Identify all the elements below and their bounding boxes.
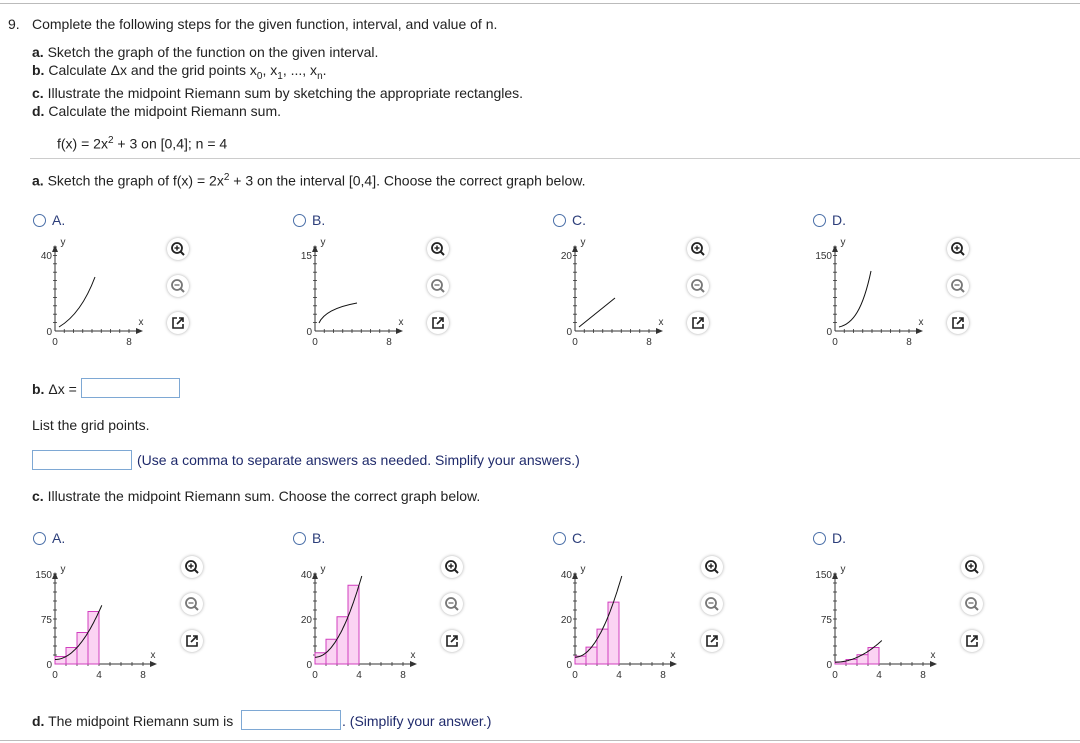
arrow bbox=[177, 318, 183, 324]
part-c-option-c-label[interactable]: C. bbox=[572, 530, 586, 546]
y-axis-arrow bbox=[312, 245, 318, 252]
magnifier-handle bbox=[975, 607, 979, 611]
part-b-label bbox=[32, 381, 77, 397]
arrow bbox=[711, 636, 717, 642]
part-a-option-a-zoom-out-icon[interactable] bbox=[167, 275, 189, 297]
part-a-text-pre: Sketch the graph of f(x) = 2x bbox=[47, 172, 224, 189]
magnifier-handle bbox=[181, 252, 185, 256]
top-divider bbox=[0, 3, 1080, 4]
step-b-end: . bbox=[322, 62, 327, 78]
zoom-out-icon bbox=[167, 275, 189, 297]
part-a-option-b-label[interactable]: B. bbox=[312, 212, 326, 228]
part-a-option-d-label[interactable]: D. bbox=[832, 212, 846, 228]
step-b-mid2: , ..., x bbox=[282, 62, 318, 78]
part-d-letter: d. bbox=[32, 713, 45, 729]
part-c-option-a-zoom-out-icon[interactable] bbox=[181, 593, 203, 615]
part-a-option-a-radio[interactable] bbox=[33, 214, 46, 227]
y-max-label: 15 bbox=[300, 251, 312, 262]
open-new-window-icon bbox=[441, 630, 463, 652]
y-axis-label: y bbox=[840, 237, 846, 248]
part-c-option-b-open-new-window-icon[interactable] bbox=[441, 630, 463, 652]
part-a-option-d-zoom-out-icon[interactable] bbox=[947, 275, 969, 297]
zoom-in-icon bbox=[181, 556, 203, 578]
function-curve-group bbox=[319, 303, 357, 323]
part-c-option-d-graph bbox=[803, 554, 943, 679]
zoom-out-icon bbox=[427, 275, 449, 297]
x-tick-label: 8 bbox=[660, 670, 666, 681]
x-tick-label: 8 bbox=[646, 337, 652, 348]
magnifier-handle bbox=[961, 252, 965, 256]
part-a-exp: 2 bbox=[223, 172, 230, 183]
delta-x-label: Δx = bbox=[48, 381, 77, 397]
part-c-option-d-label[interactable]: D. bbox=[832, 530, 846, 546]
y-axis-arrow bbox=[52, 245, 58, 252]
y-axis-arrow bbox=[52, 572, 58, 579]
riemann-rectangle bbox=[337, 617, 348, 664]
zoom-in-icon bbox=[961, 556, 983, 578]
magnifier-handle bbox=[441, 289, 445, 293]
function-curve bbox=[319, 303, 357, 323]
part-c-option-b-label[interactable]: B. bbox=[312, 530, 326, 546]
function-exp: 2 bbox=[107, 135, 114, 146]
function-curve-group bbox=[579, 298, 615, 327]
open-new-window-icon bbox=[181, 630, 203, 652]
part-c-option-d-radio[interactable] bbox=[813, 532, 826, 545]
x-axis-label: x bbox=[670, 650, 676, 661]
zoom-in-icon bbox=[427, 238, 449, 260]
x-axis-arrow bbox=[396, 328, 403, 334]
magnifier-handle bbox=[441, 252, 445, 256]
part-a-option-c-open-new-window-icon[interactable] bbox=[687, 312, 709, 334]
x-axis-label: x bbox=[150, 650, 156, 661]
part-c-option-a-graph bbox=[23, 554, 163, 679]
magnifier-handle bbox=[195, 607, 199, 611]
step-b-sub1: 1 bbox=[277, 70, 283, 82]
x-zero-label: 0 bbox=[572, 337, 578, 348]
part-c-text: Illustrate the midpoint Riemann sum. Choose the correct graph below. bbox=[47, 488, 481, 504]
y-axis-label: y bbox=[580, 564, 586, 575]
riemann-rectangle bbox=[77, 633, 88, 665]
open-new-window-icon bbox=[167, 312, 189, 334]
magnifier-handle bbox=[701, 289, 705, 293]
question-prompt: Complete the following steps for the given function, interval, and value of n. bbox=[32, 16, 498, 32]
part-c-option-c-graph bbox=[543, 554, 683, 679]
zoom-in-icon bbox=[687, 238, 709, 260]
step-d-letter: d. bbox=[32, 103, 45, 119]
arrow bbox=[697, 318, 703, 324]
riemann-sum-label: The midpoint Riemann sum is bbox=[48, 713, 234, 729]
step-a bbox=[32, 44, 378, 60]
x-zero-label: 0 bbox=[312, 670, 318, 681]
x-zero-label: 0 bbox=[832, 337, 838, 348]
part-a-option-a-graph bbox=[23, 235, 163, 355]
part-a-option-c-zoom-out-icon[interactable] bbox=[687, 275, 709, 297]
y-axis-arrow bbox=[832, 572, 838, 579]
y-max-label: 20 bbox=[560, 251, 572, 262]
y-axis-arrow bbox=[572, 572, 578, 579]
arrow bbox=[957, 318, 963, 324]
x-mid-label: 4 bbox=[616, 670, 622, 681]
x-tick-label: 8 bbox=[400, 670, 406, 681]
x-axis-arrow bbox=[930, 661, 937, 667]
part-c-option-a-zoom-in-icon[interactable] bbox=[181, 556, 203, 578]
y-axis-label: y bbox=[60, 564, 66, 575]
x-mid-label: 4 bbox=[356, 670, 362, 681]
part-c-option-c-open-new-window-icon[interactable] bbox=[701, 630, 723, 652]
function-curve-group bbox=[839, 271, 871, 327]
step-c bbox=[32, 85, 523, 101]
part-d-label bbox=[32, 713, 233, 729]
function-pre: f(x) = 2x bbox=[57, 135, 108, 152]
riemann-rectangle bbox=[597, 629, 608, 664]
y-mid-label: 20 bbox=[300, 615, 312, 626]
x-tick-label: 8 bbox=[140, 670, 146, 681]
y-max-label: 150 bbox=[815, 570, 832, 581]
y-zero-label: 0 bbox=[826, 327, 832, 338]
section-divider bbox=[30, 158, 1080, 159]
part-a-option-a-label[interactable]: A. bbox=[52, 212, 66, 228]
part-a-option-c-label[interactable]: C. bbox=[572, 212, 586, 228]
magnifier-handle bbox=[455, 570, 459, 574]
step-b-text: Calculate Δx and the grid points x bbox=[48, 62, 257, 78]
part-a-option-a-zoom-in-icon[interactable] bbox=[167, 238, 189, 260]
part-c-option-d-open-new-window-icon[interactable] bbox=[961, 630, 983, 652]
y-axis-arrow bbox=[832, 245, 838, 252]
part-a-letter: a. bbox=[32, 172, 44, 189]
part-a-option-d-open-new-window-icon[interactable] bbox=[947, 312, 969, 334]
magnifier-handle bbox=[195, 570, 199, 574]
part-a-option-d-radio[interactable] bbox=[813, 214, 826, 227]
grid-points-hint: (Use a comma to separate answers as needed. Simplify your answers.) bbox=[137, 452, 580, 468]
function-curve-group bbox=[59, 277, 95, 327]
part-c-option-b-radio[interactable] bbox=[293, 532, 306, 545]
step-d bbox=[32, 103, 281, 119]
part-c-letter: c. bbox=[32, 488, 44, 504]
part-c-option-c-zoom-out-icon[interactable] bbox=[701, 593, 723, 615]
open-new-window-icon bbox=[427, 312, 449, 334]
riemann-rectangle bbox=[586, 647, 597, 664]
x-axis-arrow bbox=[150, 661, 157, 667]
part-a-option-c-zoom-in-icon[interactable] bbox=[687, 238, 709, 260]
function-curve bbox=[59, 277, 95, 327]
riemann-rectangle bbox=[348, 585, 359, 664]
x-mid-label: 4 bbox=[876, 670, 882, 681]
x-zero-label: 0 bbox=[52, 337, 58, 348]
part-a-option-b-graph bbox=[283, 235, 423, 355]
magnifier-handle bbox=[181, 289, 185, 293]
part-a-option-c-graph bbox=[543, 235, 683, 355]
step-a-letter: a. bbox=[32, 44, 44, 60]
zoom-in-icon bbox=[701, 556, 723, 578]
magnifier-handle bbox=[975, 570, 979, 574]
part-c-option-b-graph bbox=[283, 554, 423, 679]
x-tick-label: 8 bbox=[920, 670, 926, 681]
x-axis-label: x bbox=[658, 317, 664, 328]
step-b-sub0: 0 bbox=[256, 70, 263, 82]
arrow bbox=[451, 636, 457, 642]
function-curve bbox=[839, 271, 871, 327]
magnifier-handle bbox=[455, 607, 459, 611]
x-axis-arrow bbox=[670, 661, 677, 667]
open-new-window-icon bbox=[947, 312, 969, 334]
zoom-out-icon bbox=[947, 275, 969, 297]
part-c-prompt bbox=[32, 488, 480, 504]
grid-points-label: List the grid points. bbox=[32, 417, 150, 433]
y-axis-arrow bbox=[572, 245, 578, 252]
zoom-out-icon bbox=[687, 275, 709, 297]
x-tick-label: 8 bbox=[386, 337, 392, 348]
x-axis-arrow bbox=[656, 328, 663, 334]
part-a-text-post: + 3 on the interval [0,4]. Choose the correct graph below. bbox=[229, 172, 586, 189]
magnifier-handle bbox=[715, 570, 719, 574]
step-d-text: Calculate the midpoint Riemann sum. bbox=[48, 103, 282, 119]
magnifier-handle bbox=[701, 252, 705, 256]
x-zero-label: 0 bbox=[832, 670, 838, 681]
x-axis-label: x bbox=[138, 317, 144, 328]
part-a-option-d-graph bbox=[803, 235, 943, 355]
arrow bbox=[971, 636, 977, 642]
part-a-prompt bbox=[32, 170, 585, 189]
y-axis-label: y bbox=[840, 564, 846, 575]
y-zero-label: 0 bbox=[826, 660, 832, 671]
y-max-label: 40 bbox=[560, 570, 572, 581]
magnifier-handle bbox=[715, 607, 719, 611]
open-new-window-icon bbox=[961, 630, 983, 652]
y-axis-label: y bbox=[320, 564, 326, 575]
x-axis-label: x bbox=[930, 650, 936, 661]
part-c-option-a-radio[interactable] bbox=[33, 532, 46, 545]
y-max-label: 40 bbox=[40, 251, 52, 262]
y-mid-label: 75 bbox=[820, 615, 832, 626]
x-axis-arrow bbox=[916, 328, 923, 334]
step-c-letter: c. bbox=[32, 85, 44, 101]
step-c-text: Illustrate the midpoint Riemann sum by sketching the appropriate rectangles. bbox=[47, 85, 524, 101]
function-post: + 3 on [0,4]; n = 4 bbox=[113, 135, 228, 152]
part-c-option-c-radio[interactable] bbox=[553, 532, 566, 545]
bottom-divider bbox=[0, 740, 1080, 741]
x-axis-arrow bbox=[410, 661, 417, 667]
y-mid-label: 20 bbox=[560, 615, 572, 626]
riemann-rectangle bbox=[88, 612, 99, 665]
grid-points-input[interactable] bbox=[32, 450, 132, 470]
part-c-option-b-zoom-in-icon[interactable] bbox=[441, 556, 463, 578]
riemann-sum-input[interactable] bbox=[241, 710, 341, 730]
step-a-text: Sketch the graph of the function on the given interval. bbox=[47, 44, 379, 60]
y-zero-label: 0 bbox=[566, 660, 572, 671]
x-tick-label: 8 bbox=[906, 337, 912, 348]
function-curve bbox=[579, 298, 615, 327]
open-new-window-icon bbox=[701, 630, 723, 652]
part-c-option-b-zoom-out-icon[interactable] bbox=[441, 593, 463, 615]
part-c-option-a-open-new-window-icon[interactable] bbox=[181, 630, 203, 652]
part-a-option-b-zoom-in-icon[interactable] bbox=[427, 238, 449, 260]
riemann-sum-hint: . (Simplify your answer.) bbox=[342, 713, 492, 729]
delta-x-input[interactable] bbox=[81, 378, 180, 398]
function-definition bbox=[57, 133, 227, 152]
part-c-option-d-zoom-in-icon[interactable] bbox=[961, 556, 983, 578]
y-max-label: 40 bbox=[300, 570, 312, 581]
arrow bbox=[437, 318, 443, 324]
zoom-in-icon bbox=[947, 238, 969, 260]
zoom-out-icon bbox=[961, 593, 983, 615]
y-axis-arrow bbox=[312, 572, 318, 579]
zoom-out-icon bbox=[441, 593, 463, 615]
part-a-option-a-open-new-window-icon[interactable] bbox=[167, 312, 189, 334]
magnifier-handle bbox=[961, 289, 965, 293]
part-c-option-d-zoom-out-icon[interactable] bbox=[961, 593, 983, 615]
y-zero-label: 0 bbox=[306, 327, 312, 338]
x-axis-label: x bbox=[918, 317, 924, 328]
step-b-mid1: , x bbox=[262, 62, 278, 78]
x-axis-label: x bbox=[410, 650, 416, 661]
step-b-subn: n bbox=[317, 70, 323, 82]
x-tick-label: 8 bbox=[126, 337, 132, 348]
part-a-option-c-radio[interactable] bbox=[553, 214, 566, 227]
x-zero-label: 0 bbox=[52, 670, 58, 681]
zoom-in-icon bbox=[441, 556, 463, 578]
zoom-out-icon bbox=[181, 593, 203, 615]
y-max-label: 150 bbox=[815, 251, 832, 262]
zoom-in-icon bbox=[167, 238, 189, 260]
y-zero-label: 0 bbox=[306, 660, 312, 671]
part-b-letter: b. bbox=[32, 381, 45, 397]
y-zero-label: 0 bbox=[566, 327, 572, 338]
question-number: 9. bbox=[8, 16, 20, 32]
y-zero-label: 0 bbox=[46, 327, 52, 338]
y-axis-label: y bbox=[320, 237, 326, 248]
x-axis-label: x bbox=[398, 317, 404, 328]
part-c-option-c-zoom-in-icon[interactable] bbox=[701, 556, 723, 578]
step-b bbox=[32, 62, 327, 85]
y-max-label: 150 bbox=[35, 570, 52, 581]
x-mid-label: 4 bbox=[96, 670, 102, 681]
x-zero-label: 0 bbox=[572, 670, 578, 681]
x-zero-label: 0 bbox=[312, 337, 318, 348]
y-axis-label: y bbox=[580, 237, 586, 248]
y-axis-label: y bbox=[60, 237, 66, 248]
part-a-option-b-open-new-window-icon[interactable] bbox=[427, 312, 449, 334]
zoom-out-icon bbox=[701, 593, 723, 615]
part-a-option-b-zoom-out-icon[interactable] bbox=[427, 275, 449, 297]
part-a-option-d-zoom-in-icon[interactable] bbox=[947, 238, 969, 260]
y-mid-label: 75 bbox=[40, 615, 52, 626]
part-c-option-a-label[interactable]: A. bbox=[52, 530, 66, 546]
y-zero-label: 0 bbox=[46, 660, 52, 671]
arrow bbox=[191, 636, 197, 642]
part-a-option-b-radio[interactable] bbox=[293, 214, 306, 227]
x-axis-arrow bbox=[136, 328, 143, 334]
open-new-window-icon bbox=[687, 312, 709, 334]
step-b-letter: b. bbox=[32, 62, 45, 78]
